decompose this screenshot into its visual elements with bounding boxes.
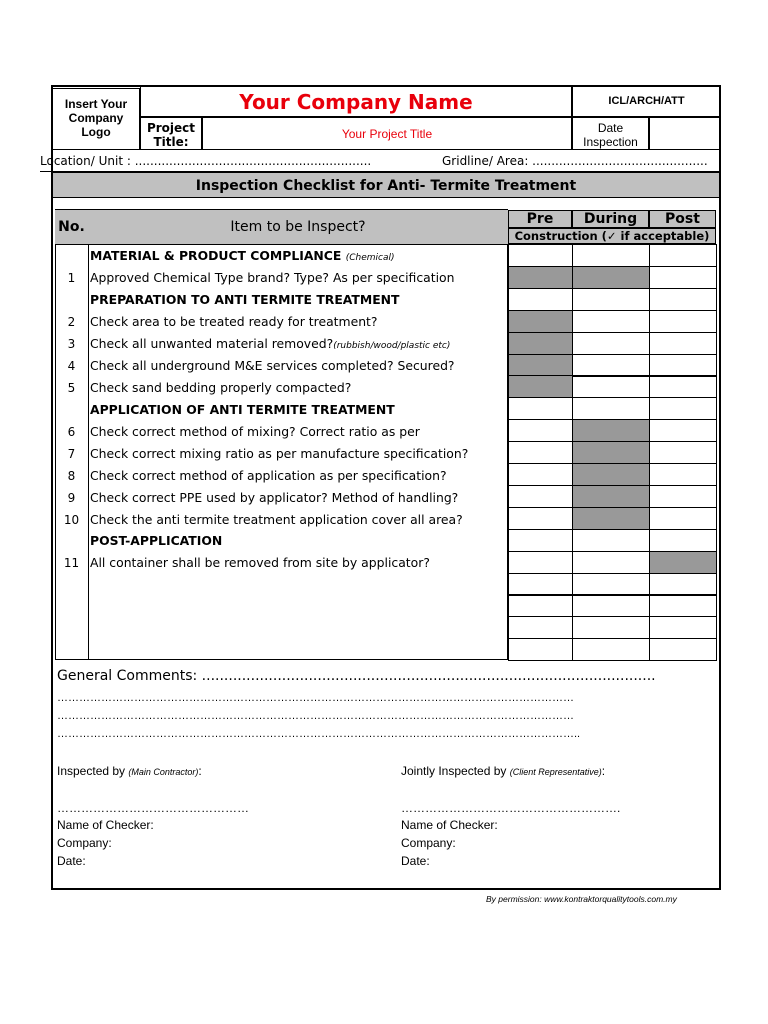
checklist-item-note: (rubbish/wood/plastic etc) xyxy=(333,341,451,351)
check-cell-during[interactable] xyxy=(572,594,650,617)
check-cell-during[interactable] xyxy=(572,441,650,464)
check-cell-pre[interactable] xyxy=(508,354,573,377)
check-cell-pre[interactable] xyxy=(508,266,573,289)
check-cell-pre[interactable] xyxy=(508,507,573,530)
check-cell-pre[interactable] xyxy=(508,529,573,552)
check-cell-during[interactable] xyxy=(572,551,650,574)
check-cell-during[interactable] xyxy=(572,288,650,311)
comment-line[interactable]: …………………………………………………………………………………………………………………………… xyxy=(57,692,574,704)
construction-note: Construction (✓ if acceptable) xyxy=(508,228,716,244)
row-number: 5 xyxy=(67,381,76,395)
check-cell-during[interactable] xyxy=(572,419,650,442)
jointly-inspected-by-label xyxy=(401,764,605,778)
jointly-by-text: Jointly Inspected by xyxy=(401,764,507,778)
checklist-item: All container shall be removed from site by applicator? xyxy=(90,555,430,570)
signature-line-left[interactable]: ………………………………………… xyxy=(57,801,249,815)
column-divider xyxy=(88,209,89,660)
check-cell-during[interactable] xyxy=(572,310,650,333)
date-inspection-label xyxy=(572,117,649,150)
check-cell-during[interactable] xyxy=(572,616,650,639)
check-cell-post[interactable] xyxy=(649,594,717,617)
check-cell-post[interactable] xyxy=(649,244,717,267)
checklist-item: Approved Chemical Type brand? Type? As per specification xyxy=(90,270,455,285)
checklist-item: Check correct method of application as per specification? xyxy=(90,468,447,483)
check-cell-post[interactable] xyxy=(649,463,717,486)
location-unit-field[interactable]: Location/ Unit : .............................................................. xyxy=(40,154,372,168)
checklist-title: Inspection Checklist for Anti- Termite Treatment xyxy=(52,172,720,198)
row-number: 9 xyxy=(67,491,76,505)
checklist-item: Check the anti termite treatment application cover all area? xyxy=(90,512,463,527)
check-cell-post[interactable] xyxy=(649,397,717,420)
gridline-area-field[interactable]: Gridline/ Area: .............................................. xyxy=(442,154,708,168)
company-name: Your Company Name xyxy=(140,86,572,117)
name-of-checker-right: Name of Checker: xyxy=(401,818,498,832)
checklist-item: Check area to be treated ready for treatment? xyxy=(90,314,378,329)
row-number: 8 xyxy=(67,469,76,483)
check-cell-pre[interactable] xyxy=(508,375,573,398)
name-of-checker-left: Name of Checker: xyxy=(57,818,154,832)
checklist-item: Check correct PPE used by applicator? Method of handling? xyxy=(90,490,459,505)
check-cell-pre[interactable] xyxy=(508,463,573,486)
checklist-item: Check correct method of mixing? Correct ratio as per xyxy=(90,424,420,439)
label-line: Date xyxy=(597,121,624,135)
checklist-item: Check correct mixing ratio as per manufacture specification? xyxy=(90,446,469,461)
colon: : xyxy=(601,764,606,778)
check-cell-post[interactable] xyxy=(649,507,717,530)
row-number: 6 xyxy=(67,425,76,439)
check-cell-pre[interactable] xyxy=(508,485,573,508)
check-cell-pre[interactable] xyxy=(508,244,573,267)
column-header-during: During xyxy=(572,210,649,228)
project-title-field[interactable]: Your Project Title xyxy=(202,117,572,150)
row-number xyxy=(55,245,88,267)
location-row xyxy=(40,150,721,172)
row-number: 1 xyxy=(67,271,76,285)
inspected-by-note: (Main Contractor) xyxy=(128,767,199,777)
check-cell-pre[interactable] xyxy=(508,419,573,442)
check-cell-pre[interactable] xyxy=(508,573,573,596)
check-cell-post[interactable] xyxy=(649,419,717,442)
check-cell-post[interactable] xyxy=(649,441,717,464)
check-cell-during[interactable] xyxy=(572,266,650,289)
check-cell-during[interactable] xyxy=(572,244,650,267)
label-line: Project xyxy=(146,121,196,135)
check-cell-post[interactable] xyxy=(649,638,717,661)
date-right: Date: xyxy=(401,854,430,868)
checklist-item xyxy=(90,333,508,355)
check-cell-pre[interactable] xyxy=(508,310,573,333)
section-heading-note: (Chemical) xyxy=(345,253,395,263)
company-left: Company: xyxy=(57,836,112,850)
row-number: 4 xyxy=(67,359,76,373)
colon: : xyxy=(198,764,202,778)
check-cell-post[interactable] xyxy=(649,354,717,377)
checklist-item-text: Check all unwanted material removed? xyxy=(90,336,334,351)
row-number: 3 xyxy=(67,337,76,351)
check-cell-post[interactable] xyxy=(649,551,717,574)
column-header-pre: Pre xyxy=(508,210,572,228)
column-header-post: Post xyxy=(649,210,716,228)
check-cell-post[interactable] xyxy=(649,310,717,333)
comment-line[interactable]: …………………………………………………………………………………………………………………………….. xyxy=(57,728,581,740)
check-cell-pre[interactable] xyxy=(508,441,573,464)
check-cell-post[interactable] xyxy=(649,616,717,639)
check-cell-post[interactable] xyxy=(649,573,717,596)
check-cell-post[interactable] xyxy=(649,332,717,355)
label-line: Inspection xyxy=(583,135,638,149)
check-cell-during[interactable] xyxy=(572,375,650,398)
permission-footer: By permission: www.kontraktorqualitytools.com.my xyxy=(486,894,677,904)
section-heading xyxy=(90,245,508,267)
logo-text-line: Insert Your xyxy=(64,97,128,111)
company-logo-placeholder xyxy=(52,88,140,150)
general-comments-label: General Comments: ...................................................................................................... xyxy=(57,668,656,684)
column-header-no: No. xyxy=(55,210,88,244)
check-cell-pre[interactable] xyxy=(508,551,573,574)
check-cell-during[interactable] xyxy=(572,354,650,377)
check-cell-post[interactable] xyxy=(649,288,717,311)
check-cell-during[interactable] xyxy=(572,573,650,596)
column-header-item: Item to be Inspect? xyxy=(88,210,508,244)
check-cell-during[interactable] xyxy=(572,529,650,552)
signature-line-right[interactable]: ………………………………………………. xyxy=(401,801,621,815)
row-number: 2 xyxy=(67,315,76,329)
row-number xyxy=(55,399,88,421)
row-number: 11 xyxy=(63,556,80,570)
project-title-label xyxy=(140,117,202,150)
comment-line[interactable]: …………………………………………………………………………………………………………………………… xyxy=(57,710,574,722)
check-cell-pre[interactable] xyxy=(508,638,573,661)
inspected-by-label xyxy=(57,764,202,778)
section-heading: PREPARATION TO ANTI TERMITE TREATMENT xyxy=(90,292,400,307)
logo-text-line: Company xyxy=(68,111,124,125)
section-heading-text: MATERIAL & PRODUCT COMPLIANCE xyxy=(90,248,342,263)
section-heading: POST-APPLICATION xyxy=(90,533,223,548)
date-inspection-field[interactable] xyxy=(649,117,721,150)
check-cell-pre[interactable] xyxy=(508,332,573,355)
check-cell-pre[interactable] xyxy=(508,616,573,639)
check-cell-post[interactable] xyxy=(649,485,717,508)
date-left: Date: xyxy=(57,854,86,868)
checklist-item: Check all underground M&E services completed? Secured? xyxy=(90,358,455,373)
check-cell-post[interactable] xyxy=(649,266,717,289)
row-number xyxy=(55,289,88,311)
jointly-by-note: (Client Representative) xyxy=(509,767,602,777)
company-right: Company: xyxy=(401,836,456,850)
inspected-by-text: Inspected by xyxy=(57,764,126,778)
check-cell-during[interactable] xyxy=(572,507,650,530)
checklist-item: Check sand bedding properly compacted? xyxy=(90,380,352,395)
check-cell-during[interactable] xyxy=(572,463,650,486)
check-cell-post[interactable] xyxy=(649,375,717,398)
document-code: ICL/ARCH/ATT xyxy=(572,86,721,117)
label-line: Title: xyxy=(153,135,189,149)
check-cell-pre[interactable] xyxy=(508,594,573,617)
check-cell-during[interactable] xyxy=(572,332,650,355)
row-number: 10 xyxy=(63,513,80,527)
check-cell-pre[interactable] xyxy=(508,288,573,311)
section-heading: APPLICATION OF ANTI TERMITE TREATMENT xyxy=(90,402,395,417)
check-cell-post[interactable] xyxy=(649,529,717,552)
check-cell-during[interactable] xyxy=(572,397,650,420)
check-cell-pre[interactable] xyxy=(508,397,573,420)
check-cell-during[interactable] xyxy=(572,485,650,508)
logo-text-line: Logo xyxy=(81,125,111,139)
row-number: 7 xyxy=(67,447,76,461)
row-number xyxy=(55,530,88,552)
check-cell-during[interactable] xyxy=(572,638,650,661)
